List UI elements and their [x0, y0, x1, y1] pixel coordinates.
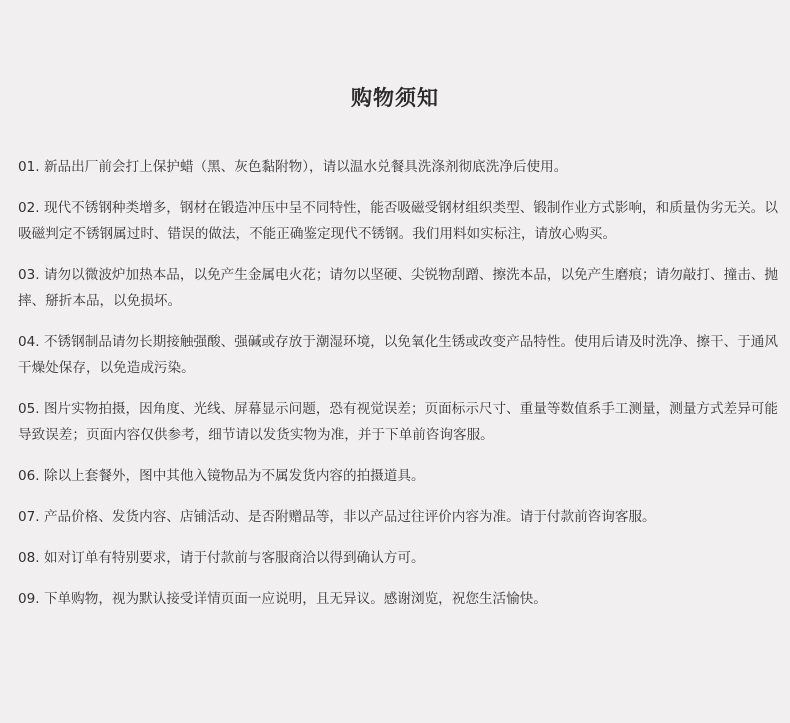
page-title: 购物须知: [351, 85, 439, 110]
notice-item-09: 09. 下单购物，视为默认接受详情页面一应说明，且无异议。感谢浏览，祝您生活愉快。: [18, 591, 547, 607]
notice-item-04: 04. 不锈钢制品请勿长期接触强酸、强碱或存放于潮湿环境，以免氧化生锈或改变产品特性。使用后请及时洗净、擦干、于通风干燥处保存，以免造成污染。: [18, 334, 778, 376]
notice-item-05: 05. 图片实物拍摄，因角度、光线、屏幕显示问题，恐有视觉误差；页面标示尺寸、重量等数值系手工测量，测量方式差异可能导致误差；页面内容仅供参考，细节请以发货实物为准，并于下单前咨询客服。: [18, 401, 778, 443]
notice-item-07: 07. 产品价格、发货内容、店铺活动、是否附赠品等，非以产品过往评价内容为准。请于付款前咨询客服。: [18, 509, 656, 525]
notice-item-06: 06. 除以上套餐外，图中其他入镜物品为不属发货内容的拍摄道具。: [18, 468, 425, 484]
notice-item-01: 01. 新品出厂前会打上保护蜡（黑、灰色黏附物），请以温水兑餐具洗涤剂彻底洗净后使用。: [18, 159, 568, 175]
notice-item-03: 03. 请勿以微波炉加热本品，以免产生金属电火花；请勿以坚硬、尖锐物刮蹭、擦洗本品，以免产生磨痕；请勿敲打、撞击、抛摔、掰折本品，以免损坏。: [18, 267, 778, 309]
notice-item-02: 02. 现代不锈钢种类增多，钢材在锻造冲压中呈不同特性，能否吸磁受钢材组织类型、锻制作业方式影响，和质量伪劣无关。以吸磁判定不锈钢属过时、错误的做法，不能正确鉴定现代不锈钢。我们用料如实标注，请放心购买。: [18, 200, 778, 242]
notice-item-08: 08. 如对订单有特别要求，请于付款前与客服商洽以得到确认方可。: [18, 550, 425, 566]
notice-list: [18, 154, 778, 627]
